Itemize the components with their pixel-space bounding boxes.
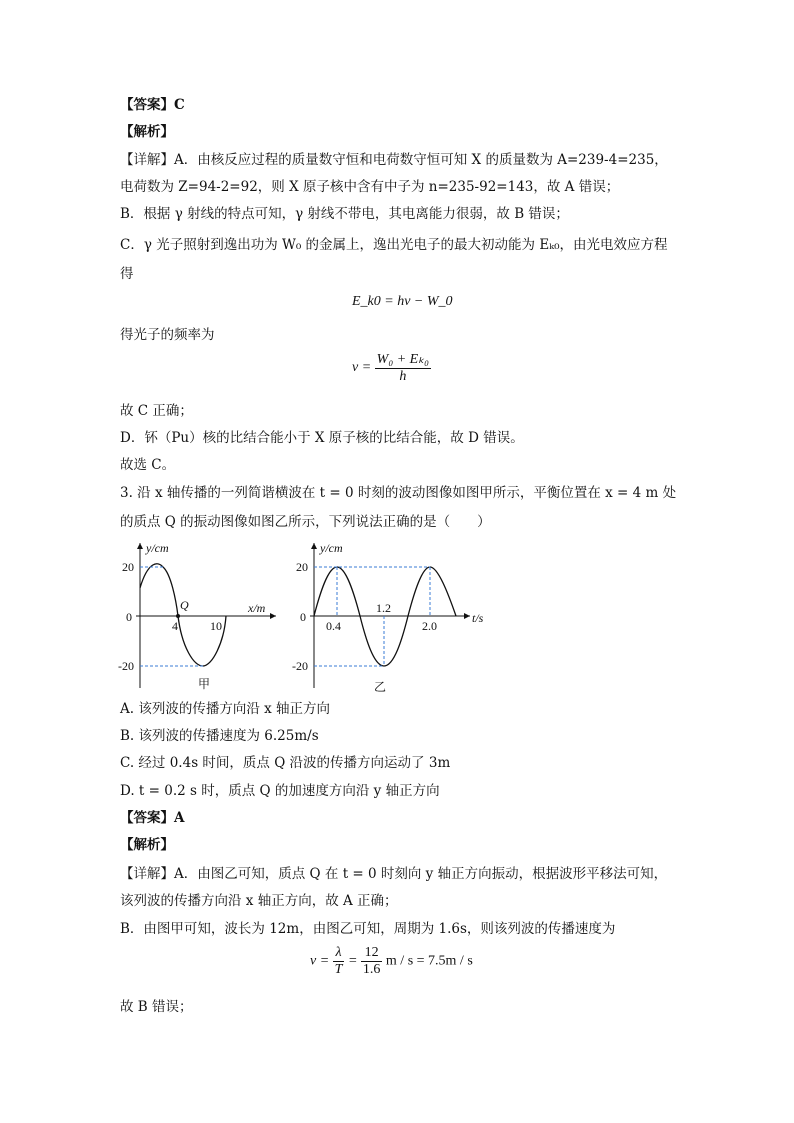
y-tick-top: 20 — [122, 560, 134, 574]
equation-photoelectric: E_k0 = hν − W_0 — [352, 294, 453, 309]
y-tick-top: 20 — [296, 560, 308, 574]
y-tick-bottom: -20 — [118, 659, 134, 673]
text-line: 【详解】A．由核反应过程的质量数守恒和电荷数守恒可知 X 的质量数为 A=239-4=235， — [120, 152, 668, 168]
figure-caption: 甲 — [198, 677, 211, 691]
eq-equals: = — [347, 953, 358, 969]
equation-frequency — [352, 351, 431, 385]
analysis-label-2: 【解析】 — [120, 837, 174, 853]
t-axis-label: t/s — [472, 611, 484, 625]
text-line: 故 C 正确； — [120, 403, 193, 419]
x-tick-4: 4 — [172, 619, 178, 633]
text-line: 该列波的传播方向沿 x 轴正方向，故 A 正确； — [120, 893, 398, 909]
text-line: 得光子的频率为 — [120, 327, 215, 343]
wave-graph-figure — [118, 538, 288, 693]
eq-rhs: m / s = 7.5m / s — [385, 953, 473, 969]
origin-label: 0 — [300, 610, 306, 624]
text-line: B．根据 γ 射线的特点可知，γ 射线不带电，其电离能力很弱，故 B 错误； — [120, 206, 569, 222]
option-b: B. 该列波的传播速度为 6.25m/s — [120, 728, 319, 744]
question-text: 的质点 Q 的振动图像如图乙所示，下列说法正确的是（ ） — [120, 514, 491, 530]
question-text: 3. 沿 x 轴传播的一列简谐横波在 t = 0 时刻的波动图像如图甲所示，平衡位置在 x = 4 m 处 — [120, 485, 677, 501]
t-tick-2.0: 2.0 — [422, 619, 437, 633]
denominator: h — [399, 369, 407, 384]
y-tick-bottom: -20 — [292, 659, 308, 673]
fraction — [333, 945, 345, 978]
text-line: D．钚（Pu）核的比结合能小于 X 原子核的比结合能，故 D 错误。 — [120, 430, 524, 446]
wave-curve — [140, 564, 226, 666]
figure-caption: 乙 — [374, 680, 387, 694]
numerator: W₀ + Eₖ₀ — [376, 352, 430, 367]
text-line: 得 — [120, 266, 134, 282]
option-c: C. 经过 0.4s 时间，质点 Q 沿波的传播方向运动了 3m — [120, 755, 451, 771]
numerator: λ — [333, 945, 345, 962]
equation-velocity — [310, 945, 473, 978]
text-line: 电荷数为 Z=94-2=92，则 X 原子核中含有中子为 n=235-92=143，故 A 错误； — [120, 179, 620, 195]
vibration-graph-figure — [292, 538, 492, 698]
eq-lhs: v = — [310, 953, 330, 969]
analysis-label-1: 【解析】 — [120, 124, 174, 140]
y-axis-label: y/cm — [320, 541, 343, 555]
text-line: B．由图甲可知，波长为 12m，由图乙可知，周期为 1.6s，则该列波的传播速度为 — [120, 921, 616, 937]
x-axis-label: x/m — [248, 601, 266, 615]
point-q-label: Q — [180, 598, 189, 612]
text-line: 【详解】A．由图乙可知，质点 Q 在 t = 0 时刻向 y 轴正方向振动，根据波形平移法可知， — [120, 866, 668, 882]
answer-label-2: 【答案】A — [120, 810, 185, 826]
denominator: T — [334, 962, 343, 977]
fraction — [361, 945, 383, 978]
option-d: D. t = 0.2 s 时，质点 Q 的加速度方向沿 y 轴正方向 — [120, 783, 440, 799]
x-tick-10: 10 — [210, 619, 222, 633]
t-tick-0.4: 0.4 — [326, 619, 341, 633]
denominator: 1.6 — [362, 962, 381, 977]
answer-label-1: 【答案】C — [120, 97, 185, 113]
y-axis-label: y/cm — [146, 541, 169, 555]
point-q — [176, 614, 180, 618]
numerator: 12 — [361, 945, 383, 962]
origin-label: 0 — [126, 610, 132, 624]
text-line: 故选 C。 — [120, 457, 176, 473]
text-line: C．γ 光子照射到逸出功为 W₀ 的金属上，逸出光电子的最大初动能为 Eₖ₀，由光电效应方程 — [120, 237, 668, 253]
text-line: 故 B 错误； — [120, 999, 193, 1015]
fraction — [375, 351, 431, 385]
eq-lhs: ν = — [352, 360, 372, 376]
option-a: A. 该列波的传播方向沿 x 轴正方向 — [120, 701, 331, 717]
t-tick-1.2: 1.2 — [376, 601, 391, 615]
